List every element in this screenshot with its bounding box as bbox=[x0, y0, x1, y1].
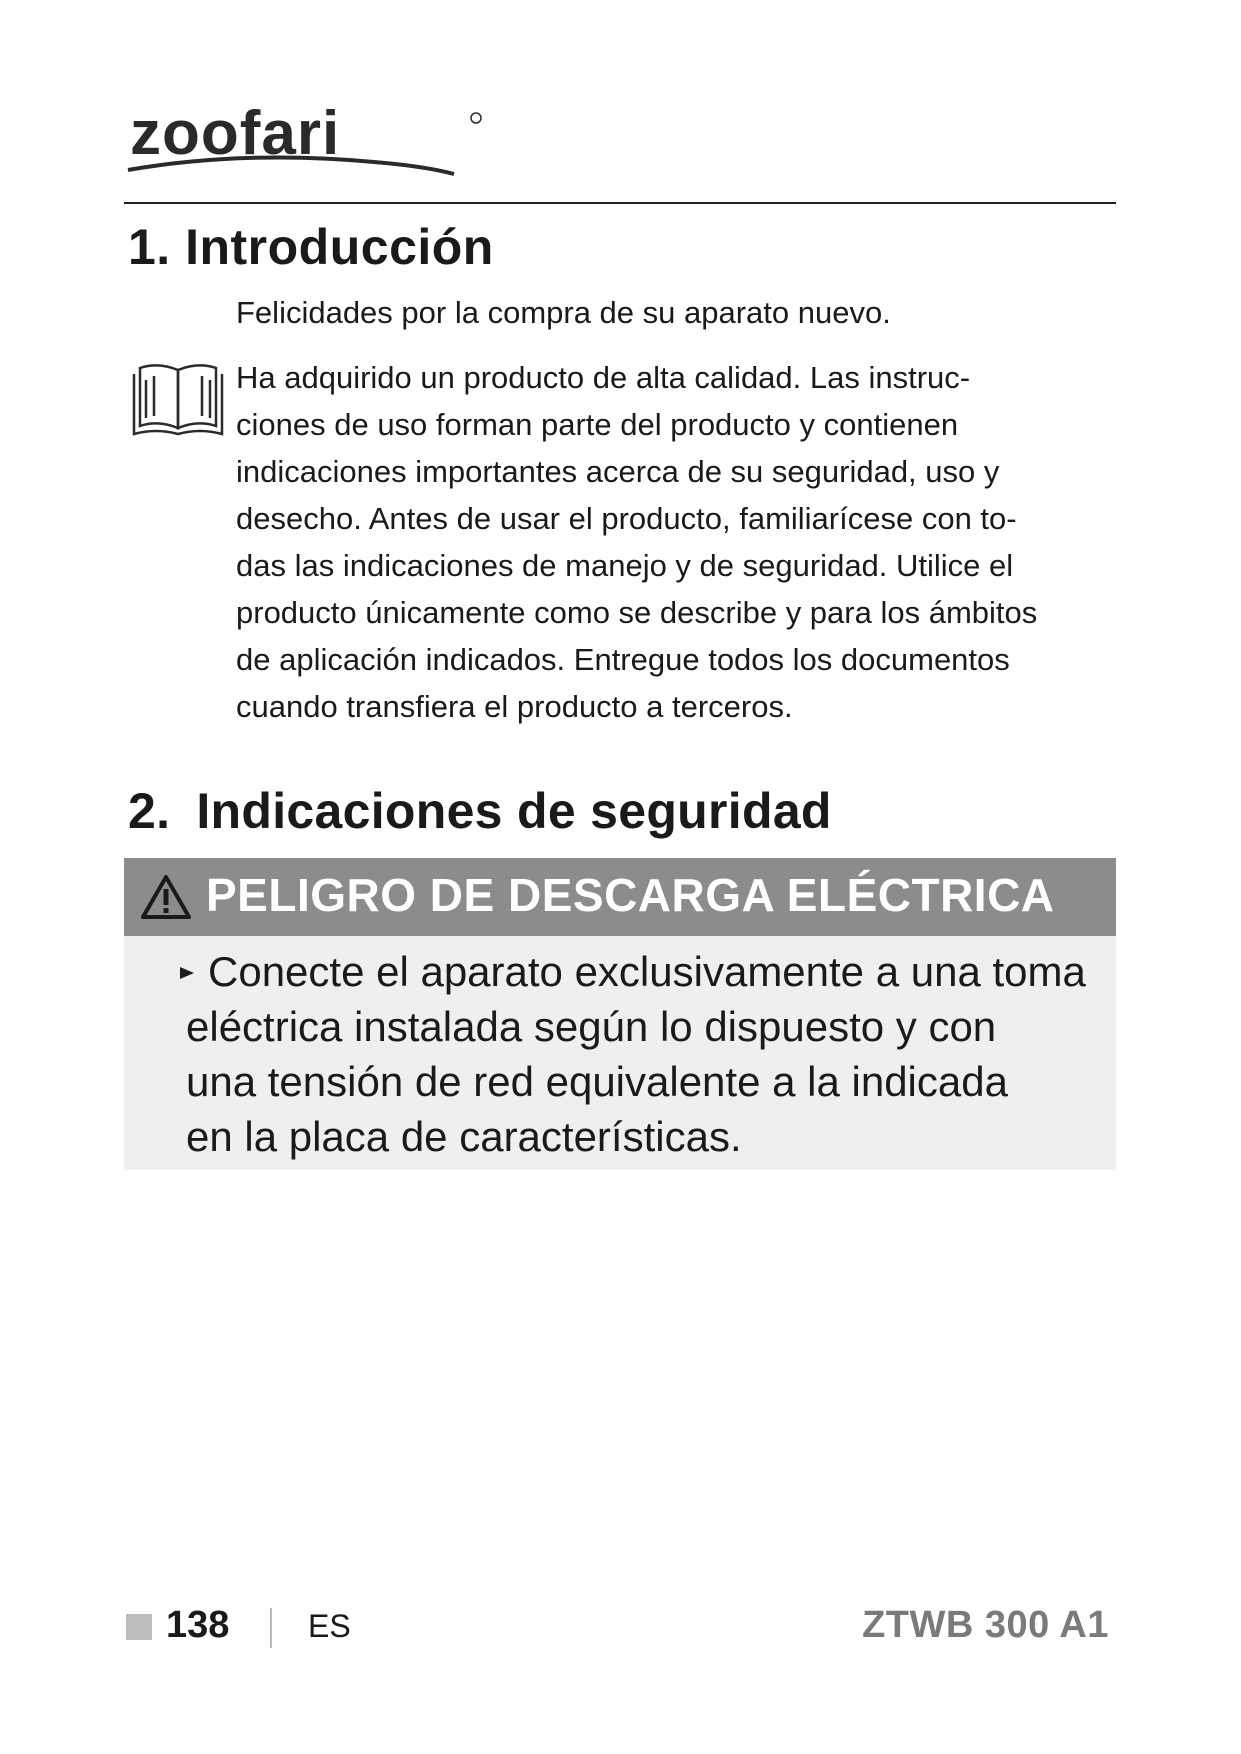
page-number: 138 bbox=[166, 1604, 230, 1646]
footer-separator bbox=[270, 1608, 272, 1648]
section-2-number: 2. bbox=[128, 783, 171, 839]
header-divider bbox=[124, 202, 1116, 204]
paragraph-line: cuando transfiera el producto a terceros. bbox=[236, 689, 793, 724]
paragraph-line: indicaciones importantes acerca de su seguridad, uso y bbox=[236, 454, 1000, 489]
warning-body bbox=[186, 944, 1116, 1164]
footer-marker bbox=[126, 1614, 152, 1640]
model-number: ZTWB 300 A1 bbox=[862, 1604, 1109, 1646]
warning-line: una tensión de red equivalente a la indicada bbox=[186, 1058, 1008, 1105]
section-2-heading bbox=[128, 782, 832, 840]
paragraph-line: producto únicamente como se describe y para los ámbitos bbox=[236, 595, 1038, 630]
intro-paragraph bbox=[236, 354, 1116, 730]
paragraph-line: ciones de uso forman parte del producto y contienen bbox=[236, 407, 959, 442]
section-2-title: Indicaciones de seguridad bbox=[196, 783, 832, 839]
warning-line: eléctrica instalada según lo dispuesto y con bbox=[186, 1003, 997, 1050]
paragraph-line: de aplicación indicados. Entregue todos los documentos bbox=[236, 642, 1010, 677]
warning-header bbox=[124, 858, 1116, 936]
paragraph-line: das las indicaciones de manejo y de seguridad. Utilice el bbox=[236, 548, 1014, 583]
brand-logo bbox=[124, 92, 484, 182]
open-book-icon bbox=[128, 358, 228, 440]
warning-line: Conecte el aparato exclusivamente a una toma bbox=[208, 948, 1086, 995]
warning-title: PELIGRO DE DESCARGA ELÉCTRICA bbox=[206, 869, 1055, 921]
intro-line: Felicidades por la compra de su aparato nuevo. bbox=[236, 295, 891, 330]
paragraph-line: Ha adquirido un producto de alta calidad. Las instruc- bbox=[236, 360, 971, 395]
paragraph-line: desecho. Antes de usar el producto, familiarícese con to- bbox=[236, 501, 1017, 536]
warning-triangle-icon bbox=[140, 874, 192, 920]
language-code: ES bbox=[308, 1608, 351, 1644]
warning-line: en la placa de características. bbox=[186, 1113, 742, 1160]
warning-box bbox=[124, 858, 1116, 1170]
section-1-heading: 1. Introducción bbox=[128, 219, 494, 275]
svg-text:zoofari: zoofari bbox=[130, 99, 341, 168]
